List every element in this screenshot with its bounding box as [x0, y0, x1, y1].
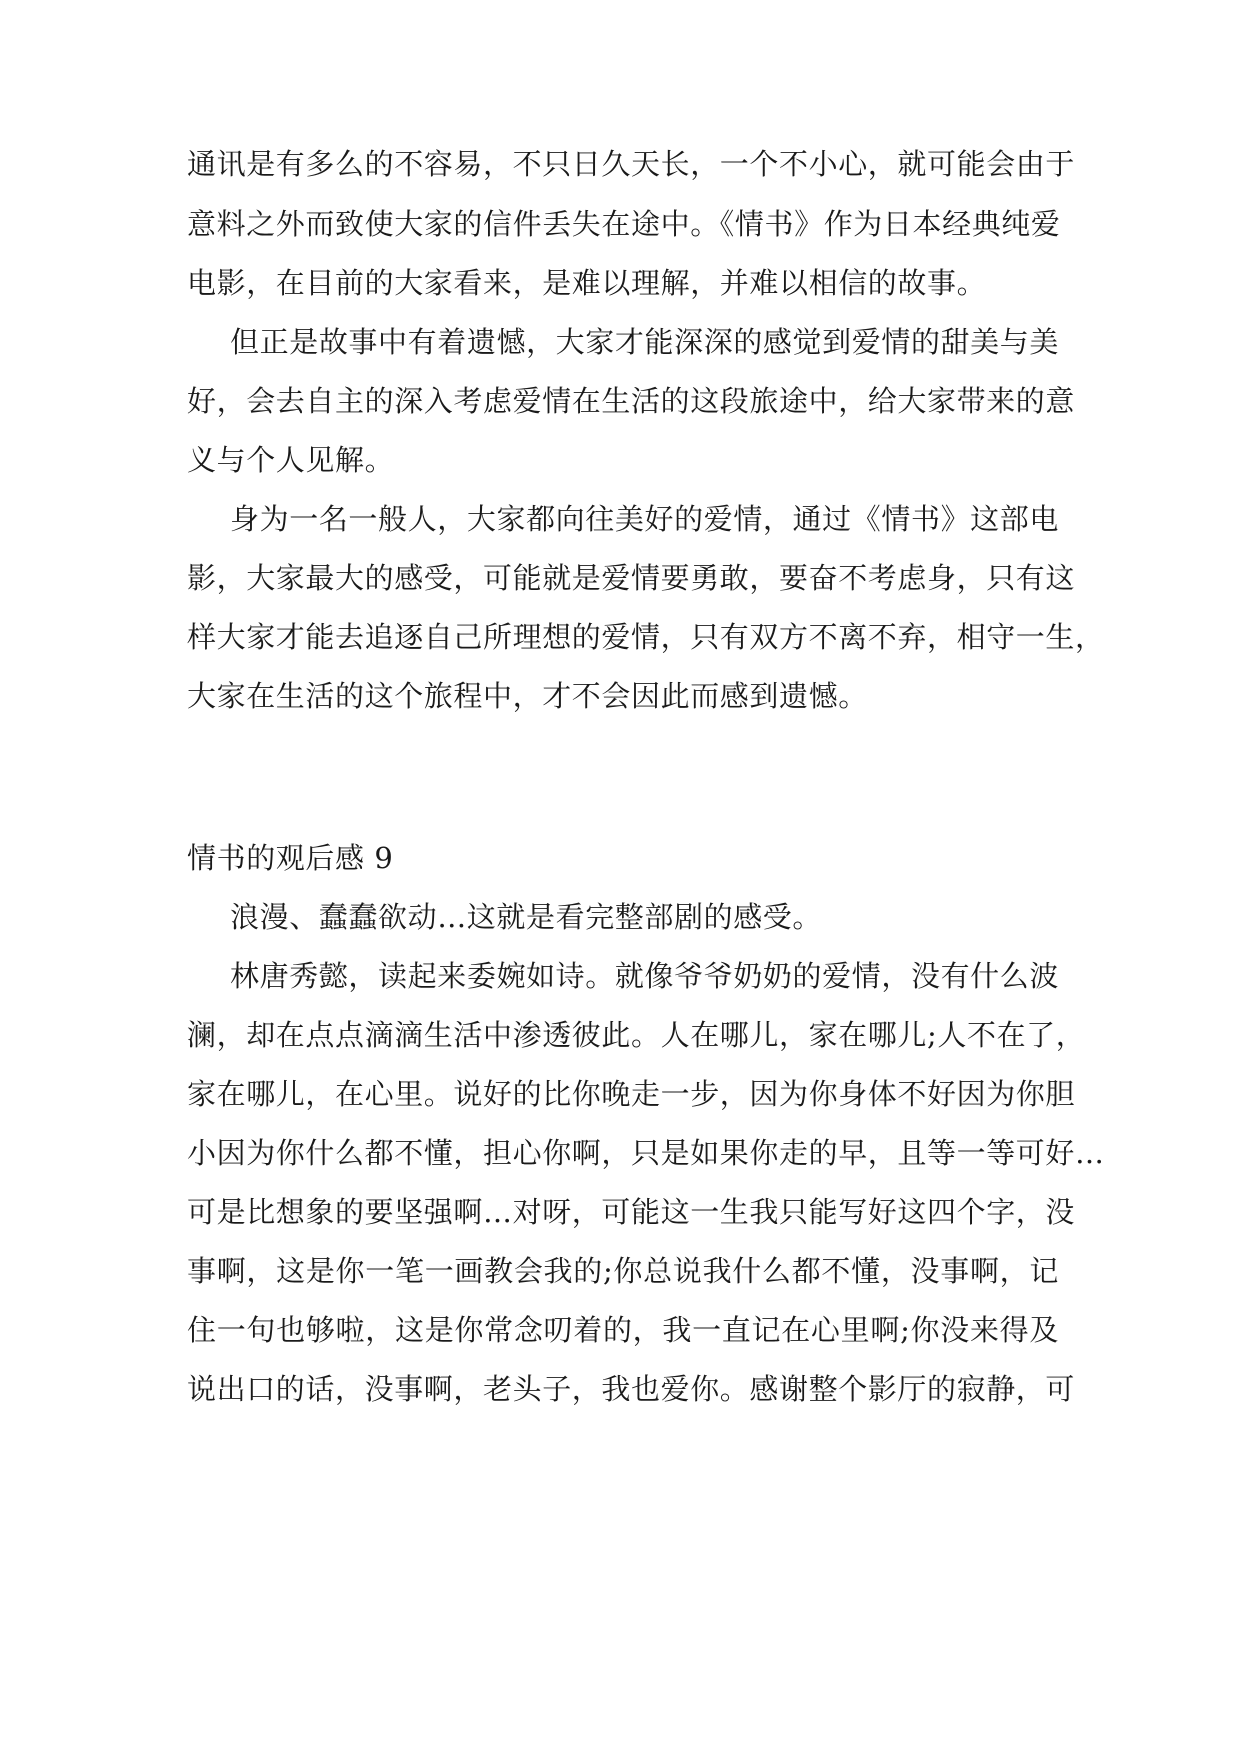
- paragraph-line: 可是比想象的要坚强啊…对呀，可能这一生我只能写好这四个字，没: [187, 1195, 1076, 1229]
- paragraph-line: 说出口的话，没事啊，老头子，我也爱你。感谢整个影厅的寂静，可: [187, 1372, 1076, 1406]
- paragraph-line: 浪漫、蠢蠢欲动…这就是看完整部剧的感受。: [230, 900, 823, 934]
- paragraph-line: 大家在生活的这个旅程中，才不会因此而感到遗憾。: [187, 679, 868, 713]
- paragraph-line: 义与个人见解。: [187, 443, 395, 477]
- paragraph-line: 身为一名一般人，大家都向往美好的爱情，通过《情书》这部电: [230, 502, 1059, 536]
- paragraph-line: 样大家才能去追逐自己所理想的爱情，只有双方不离不弃，相守一生，: [187, 620, 1105, 654]
- paragraph-line: 通讯是有多么的不容易，不只日久天长，一个不小心，就可能会由于: [187, 147, 1076, 181]
- paragraph-line: 澜，却在点点滴滴生活中渗透彼此。人在哪儿，家在哪儿;人不在了，: [187, 1018, 1086, 1052]
- section-title: 情书的观后感 9: [187, 841, 394, 875]
- paragraph-line: 电影，在目前的大家看来，是难以理解，并难以相信的故事。: [187, 266, 987, 300]
- paragraph-line: 但正是故事中有着遗憾，大家才能深深的感觉到爱情的甜美与美: [230, 325, 1059, 359]
- paragraph-line: 住一句也够啦，这是你常念叨着的，我一直记在心里啊;你没来得及: [187, 1313, 1059, 1347]
- paragraph-line: 林唐秀懿，读起来委婉如诗。就像爷爷奶奶的爱情，没有什么波: [230, 959, 1059, 993]
- paragraph-line: 家在哪儿，在心里。说好的比你晚走一步，因为你身体不好因为你胆: [187, 1077, 1076, 1111]
- paragraph-line: 事啊，这是你一笔一画教会我的;你总说我什么都不懂，没事啊，记: [187, 1254, 1059, 1288]
- paragraph-line: 影，大家最大的感受，可能就是爱情要勇敢，要奋不考虑身，只有这: [187, 561, 1076, 595]
- paragraph-line: 意料之外而致使大家的信件丢失在途中。《情书》作为日本经典纯爱: [187, 207, 1061, 241]
- paragraph-line: 好，会去自主的深入考虑爱情在生活的这段旅途中，给大家带来的意: [187, 384, 1076, 418]
- paragraph-line: 小因为你什么都不懂，担心你啊，只是如果你走的早，且等一等可好…: [187, 1136, 1105, 1170]
